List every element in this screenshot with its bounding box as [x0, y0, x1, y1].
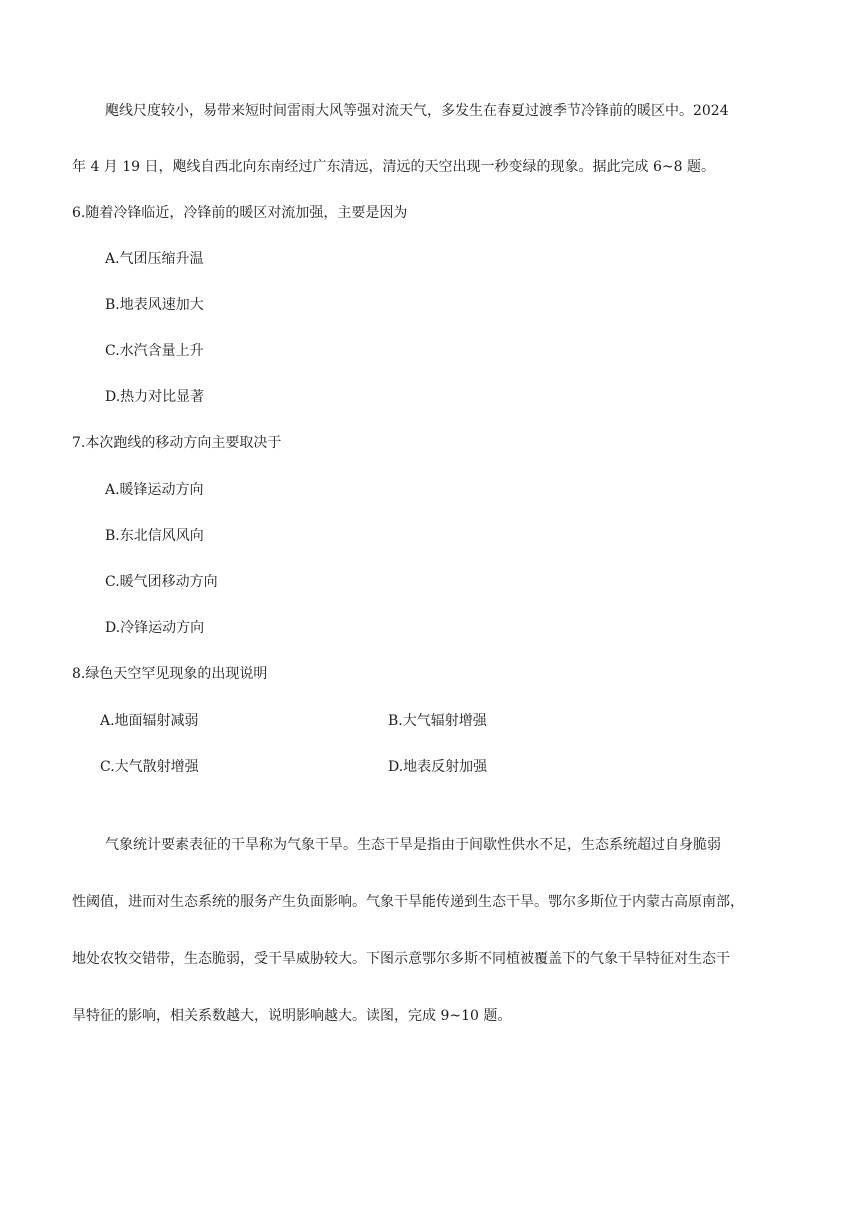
passage-drought-line-1: 气象统计要素表征的干旱称为气象干旱。生态干旱是指由于间歇性供水不足，生态系统超过自身脆弱 [105, 837, 721, 853]
passage-drought-line-4: 旱特征的影响，相关系数越大，说明影响越大。读图，完成 9~10 题。 [72, 1008, 512, 1024]
passage-squall-line-2: 年 4 月 19 日，飑线自西北向东南经过广东清远，清远的天空出现一秒变绿的现象。据此完成 6~8 题。 [72, 159, 715, 175]
question-8-option-b: B.大气辐射增强 [388, 713, 487, 729]
question-8-option-d: D.地表反射加强 [388, 759, 488, 775]
question-8-stem: 8.绿色天空罕见现象的出现说明 [72, 666, 268, 682]
question-6-option-a: A.气团压缩升温 [105, 251, 204, 267]
question-7-option-a: A.暖锋运动方向 [105, 482, 204, 498]
question-6-stem: 6.随着冷锋临近，冷锋前的暖区对流加强，主要是因为 [72, 205, 408, 221]
question-8-option-a: A.地面辐射减弱 [100, 713, 199, 729]
question-7-option-b: B.东北信风风向 [105, 528, 204, 544]
passage-squall-line-1: 飑线尺度较小，易带来短时间雷雨大风等强对流天气，多发生在春夏过渡季节冷锋前的暖区中。2024 [105, 103, 729, 119]
question-7-stem: 7.本次跑线的移动方向主要取决于 [72, 435, 282, 451]
question-6-option-b: B.地表风速加大 [105, 297, 204, 313]
question-8-option-c: C.大气散射增强 [100, 759, 199, 775]
question-6-option-d: D.热力对比显著 [105, 389, 205, 405]
question-7-option-c: C.暖气团移动方向 [105, 574, 218, 590]
question-6-option-c: C.水汽含量上升 [105, 343, 204, 359]
passage-drought-line-2: 性阈值，进而对生态系统的服务产生负面影响。气象干旱能传递到生态干旱。鄂尔多斯位于内蒙古高原南部， [72, 894, 744, 910]
question-7-option-d: D.冷锋运动方向 [105, 620, 205, 636]
passage-drought-line-3: 地处农牧交错带，生态脆弱，受干旱威胁较大。下图示意鄂尔多斯不同植被覆盖下的气象干旱特征对生态干 [72, 951, 730, 967]
